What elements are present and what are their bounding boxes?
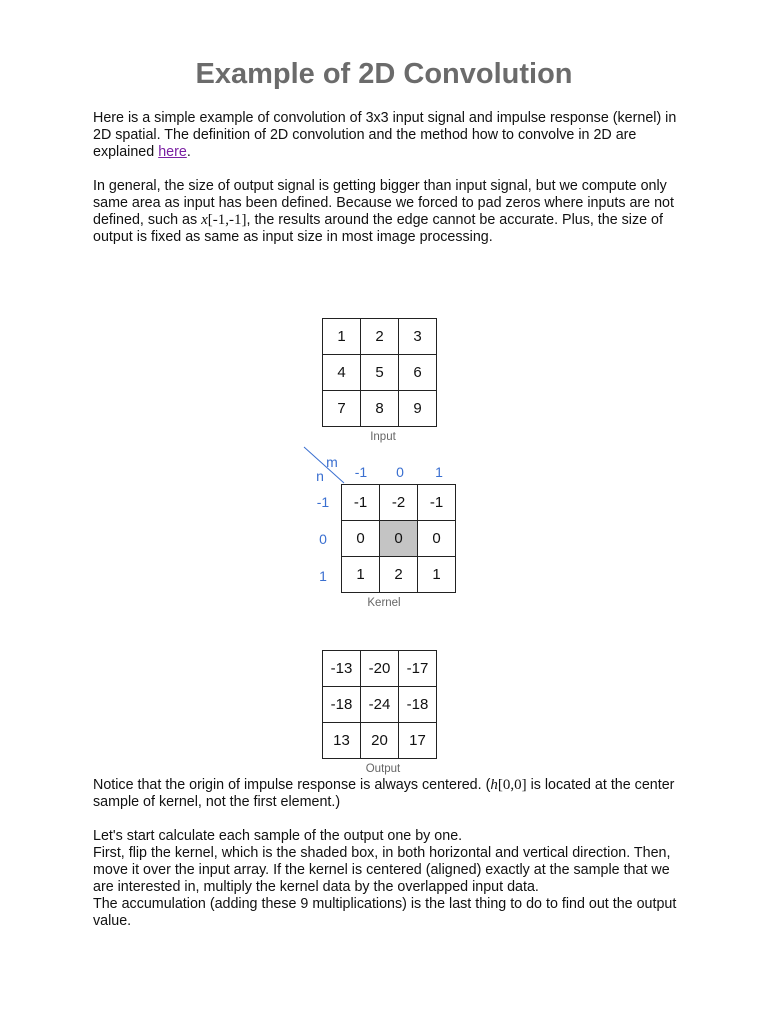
kernel-cell: 0 — [418, 521, 456, 557]
kernel-m-label: m — [326, 454, 338, 470]
output-cell: -17 — [399, 651, 437, 687]
input-row — [323, 391, 437, 427]
output-cell: -20 — [361, 651, 399, 687]
math-x-args: [-1,-1] — [207, 212, 247, 228]
kernel-cell: -1 — [342, 485, 380, 521]
output-cell: 20 — [361, 723, 399, 759]
output-cell: -24 — [361, 687, 399, 723]
notice-paragraph — [93, 777, 683, 811]
output-caption: Output — [365, 763, 401, 775]
input-row — [323, 355, 437, 391]
input-row — [323, 319, 437, 355]
output-row — [323, 651, 437, 687]
kernel-row — [342, 557, 456, 593]
math-h-args: [0,0] — [497, 777, 527, 793]
general-paragraph — [93, 178, 683, 246]
input-cell: 4 — [323, 355, 361, 391]
input-cell: 2 — [361, 319, 399, 355]
input-cell: 3 — [399, 319, 437, 355]
notice-text: Notice that the origin of impulse response is always centered. ( — [93, 777, 491, 793]
kernel-center-cell: 0 — [380, 521, 418, 557]
math-h-var: h — [490, 777, 498, 793]
input-cell: 6 — [399, 355, 437, 391]
input-cell: 9 — [399, 391, 437, 427]
kernel-grid — [341, 484, 456, 593]
kernel-cell: 0 — [342, 521, 380, 557]
intro-text-end: . — [186, 144, 191, 160]
kernel-n-value: 0 — [319, 531, 327, 547]
output-row — [323, 723, 437, 759]
input-cell: 8 — [361, 391, 399, 427]
steps-paragraph — [93, 828, 683, 930]
intro-paragraph — [93, 110, 683, 161]
kernel-row — [342, 521, 456, 557]
general-text: In general, the size of output signal is getting bigger than input signal, but we compute only same area as input has been defined. Because we forced to pad zeros where inputs are not defined, such as — [93, 178, 674, 228]
input-cell: 1 — [323, 319, 361, 355]
output-grid — [322, 650, 437, 759]
math-x-var: x — [201, 212, 208, 228]
output-cell: 17 — [399, 723, 437, 759]
math-x-expression — [201, 212, 246, 228]
kernel-cell: -2 — [380, 485, 418, 521]
input-cell: 7 — [323, 391, 361, 427]
math-h-expression — [490, 777, 526, 793]
here-link[interactable]: here — [158, 144, 187, 160]
kernel-cell: 1 — [418, 557, 456, 593]
kernel-m-value: -1 — [354, 464, 368, 480]
intro-text: Here is a simple example of convolution of 3x3 input signal and impulse response (kernel) in 2D spatial. The definition of 2D convolution and the method how to convolve in 2D are explained — [93, 110, 677, 160]
step-line: The accumulation (adding these 9 multiplications) is the last thing to do to find out the output value. — [93, 896, 677, 929]
step-line: Let's start calculate each sample of the output one by one. — [93, 828, 463, 844]
kernel-cell: -1 — [418, 485, 456, 521]
kernel-n-label: n — [316, 468, 324, 484]
kernel-m-value: 0 — [396, 464, 404, 480]
output-cell: -18 — [399, 687, 437, 723]
output-cell: -18 — [323, 687, 361, 723]
page-title: Example of 2D Convolution — [195, 58, 573, 90]
kernel-n-value: 1 — [319, 568, 327, 584]
kernel-n-value: -1 — [316, 494, 330, 510]
kernel-cell: 2 — [380, 557, 418, 593]
input-caption: Input — [370, 431, 396, 443]
step-line: First, flip the kernel, which is the shaded box, in both horizontal and vertical direction. Then, move it over the input array. If the kernel is centered (aligned) exactly at the sample that we are interested in, multiply the kernel data by the overlapped input data. — [93, 845, 671, 895]
kernel-m-value: 1 — [435, 464, 443, 480]
output-row — [323, 687, 437, 723]
kernel-caption: Kernel — [367, 597, 401, 609]
output-cell: 13 — [323, 723, 361, 759]
input-grid — [322, 318, 437, 427]
notice-text-end: is located at the center sample of kernel, not the first element.) — [93, 777, 675, 810]
general-text-end: , the results around the edge cannot be accurate. Plus, the size of output is fixed as same as input size in most image processing. — [93, 212, 663, 245]
output-cell: -13 — [323, 651, 361, 687]
kernel-row — [342, 485, 456, 521]
input-cell: 5 — [361, 355, 399, 391]
kernel-cell: 1 — [342, 557, 380, 593]
